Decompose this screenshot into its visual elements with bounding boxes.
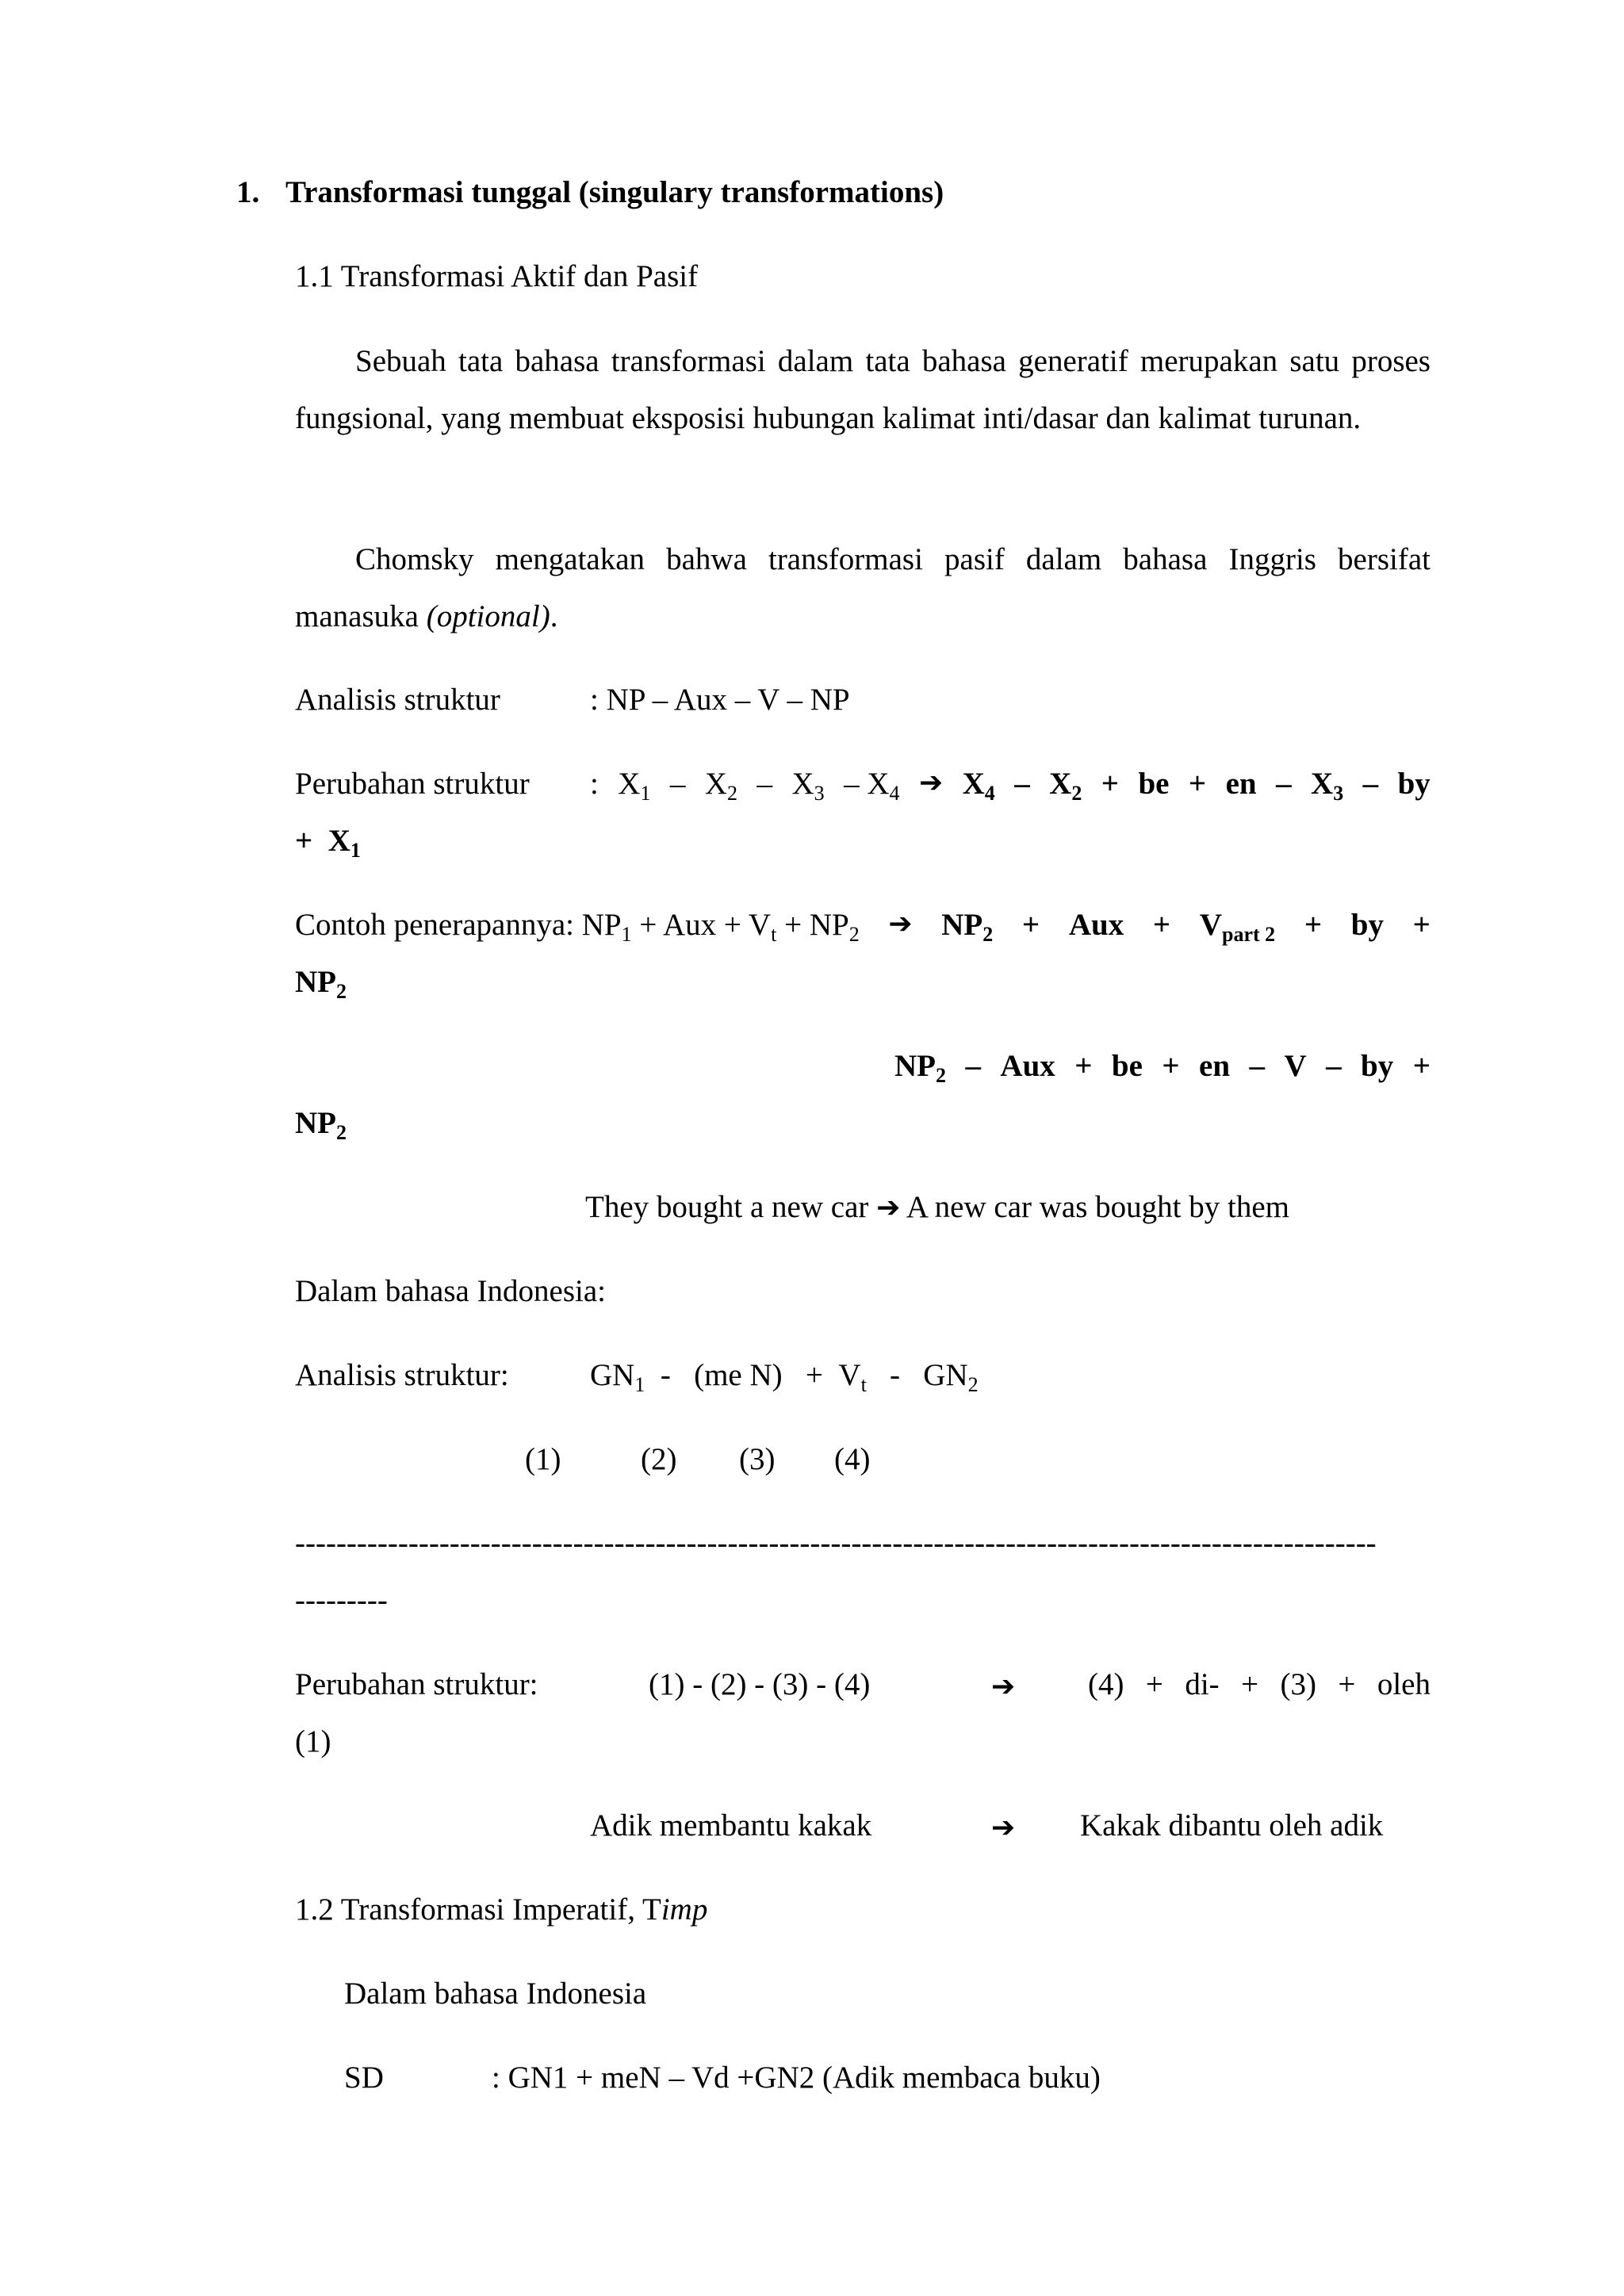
- plus: +: [1241, 1667, 1259, 1701]
- formula-x4-result: $X_4$: [962, 767, 995, 805]
- paragraph-text: [295, 531, 1431, 645]
- example-id-active: Adik membantu kakak: [590, 1808, 872, 1843]
- dashed-separator-line2: ---------: [295, 1583, 388, 1617]
- dash: –: [669, 767, 686, 801]
- perubahan-formula: [590, 766, 1431, 803]
- plus: +: [1188, 767, 1207, 801]
- contoh-continuation-2: $NP_2$: [295, 1106, 347, 1144]
- formula-x1: $X_1$: [618, 767, 651, 805]
- arrow-icon: ➔: [918, 767, 944, 799]
- formula-x4: – $X_4$: [844, 767, 900, 805]
- contoh-formula-2: [894, 1048, 1431, 1085]
- dash: –: [965, 1049, 981, 1083]
- period: .: [550, 599, 558, 633]
- np2: $NP_2$: [941, 908, 994, 946]
- dash: –: [1249, 1049, 1265, 1083]
- plus: +: [1101, 767, 1120, 801]
- perubahan-id-left: (1) - (2) - (3) - (4): [649, 1667, 871, 1701]
- formula-x3-result: $X_3$: [1311, 767, 1344, 805]
- oleh: oleh: [1377, 1667, 1431, 1701]
- section-title: Transformasi tunggal (singulary transformations): [285, 175, 944, 209]
- paragraph-main-text: Chomsky mengatakan bahwa transformasi pasif dalam bahasa Inggris bersifat manasuka: [295, 542, 1431, 633]
- en: en: [1199, 1049, 1231, 1083]
- slot-4-ref: (4): [1088, 1667, 1124, 1701]
- dash: –: [1362, 767, 1379, 801]
- sd-label: SD: [344, 2061, 384, 2095]
- dash: –: [756, 767, 772, 801]
- example-id-passive: Kakak dibantu oleh adik: [1080, 1808, 1384, 1843]
- indonesian-heading-2: Dalam bahasa Indonesia: [344, 1976, 647, 2011]
- example-active: They bought a new car: [585, 1190, 869, 1224]
- slot-2: (2): [641, 1442, 677, 1476]
- slot-3: (3): [739, 1442, 776, 1476]
- arrow-icon: ➔: [888, 908, 913, 940]
- perubahan-id-continuation: (1): [295, 1724, 331, 1758]
- prefix-di: di-: [1185, 1667, 1220, 1701]
- plus: +: [1074, 1049, 1093, 1083]
- np2: $NP_2$: [894, 1049, 946, 1087]
- plus: +: [1145, 1667, 1163, 1701]
- subsection-title-imperatif: 1.2 Transformasi Imperatif, Timp: [295, 1892, 708, 1927]
- perubahan-label: Perubahan struktur: [295, 767, 530, 801]
- contoh-formula: [295, 907, 1431, 944]
- v: V: [1284, 1049, 1307, 1083]
- analisis-label: Analisis struktur: [295, 683, 500, 717]
- arrow-icon: ➔: [991, 1670, 1016, 1703]
- paragraph-chomsky: [295, 531, 1431, 645]
- optional-term: (optional): [426, 599, 550, 633]
- example-passive: A new car was bought by them: [906, 1190, 1289, 1224]
- v-part2: $V_{part 2}$: [1199, 908, 1276, 946]
- dash: –: [1014, 767, 1030, 801]
- paragraph-definition: [295, 333, 1431, 447]
- analisis-value: : NP – Aux – V – NP: [590, 683, 850, 717]
- plus: +: [1338, 1667, 1356, 1701]
- dash: –: [1326, 1049, 1342, 1083]
- contoh-left: Contoh penerapannya: $NP_1$ + Aux + $V_t + NP_2$: [295, 908, 860, 946]
- dashed-separator-line1: ---------------------------------------------------------------------------------------------------------: [295, 1526, 1377, 1560]
- aux: Aux: [1068, 908, 1124, 942]
- contoh-label: Contoh penerapannya:: [295, 908, 574, 942]
- formula-x3: $X_3$: [791, 767, 825, 805]
- perubahan-id-label: Perubahan struktur:: [295, 1667, 538, 1701]
- perubahan-continuation: + $X_1$: [295, 824, 361, 862]
- by: by: [1350, 908, 1384, 942]
- by: by: [1361, 1049, 1394, 1083]
- perubahan-id-right: [1088, 1667, 1431, 1704]
- slot-3-ref: (3): [1280, 1667, 1316, 1701]
- plus: +: [1162, 1049, 1180, 1083]
- analisis-id-label: Analisis struktur:: [295, 1358, 509, 1392]
- example-english: [585, 1189, 1289, 1226]
- formula-x2: $X_2$: [704, 767, 738, 805]
- plus: +: [1304, 908, 1323, 942]
- slot-1: (1): [525, 1442, 561, 1476]
- arrow-icon: ➔: [876, 1192, 901, 1224]
- en: en: [1225, 767, 1257, 801]
- sd-value: : GN1 + meN – Vd +GN2 (Adik membaca buku): [492, 2061, 1101, 2095]
- formula-x2-result: $X_2$: [1049, 767, 1082, 805]
- by: by: [1397, 767, 1431, 801]
- section-number: 1.: [236, 175, 260, 209]
- slot-4: (4): [834, 1442, 871, 1476]
- subsection-title: 1.1 Transformasi Aktif dan Pasif: [295, 259, 699, 293]
- plus: +: [1412, 1049, 1431, 1083]
- aux: Aux: [1000, 1049, 1055, 1083]
- dash: –: [1276, 767, 1292, 801]
- plus: +: [1152, 908, 1171, 942]
- plus: +: [1412, 908, 1431, 942]
- arrow-icon: ➔: [991, 1812, 1016, 1844]
- paragraph-text: Sebuah tata bahasa transformasi dalam tata bahasa generatif merupakan satu proses fungsional, yang membuat eksposisi hubungan kalimat inti/dasar dan kalimat turunan.: [295, 344, 1431, 435]
- indonesian-heading: Dalam bahasa Indonesia:: [295, 1274, 607, 1308]
- colon: :: [590, 767, 599, 801]
- analisis-id-formula: $GN_1$ - (me N) + $V_t$ - $GN_2$: [590, 1358, 979, 1396]
- be: be: [1111, 1049, 1143, 1083]
- plus: +: [1021, 908, 1040, 942]
- be: be: [1138, 767, 1170, 801]
- contoh-continuation: $NP_2$: [295, 965, 347, 1003]
